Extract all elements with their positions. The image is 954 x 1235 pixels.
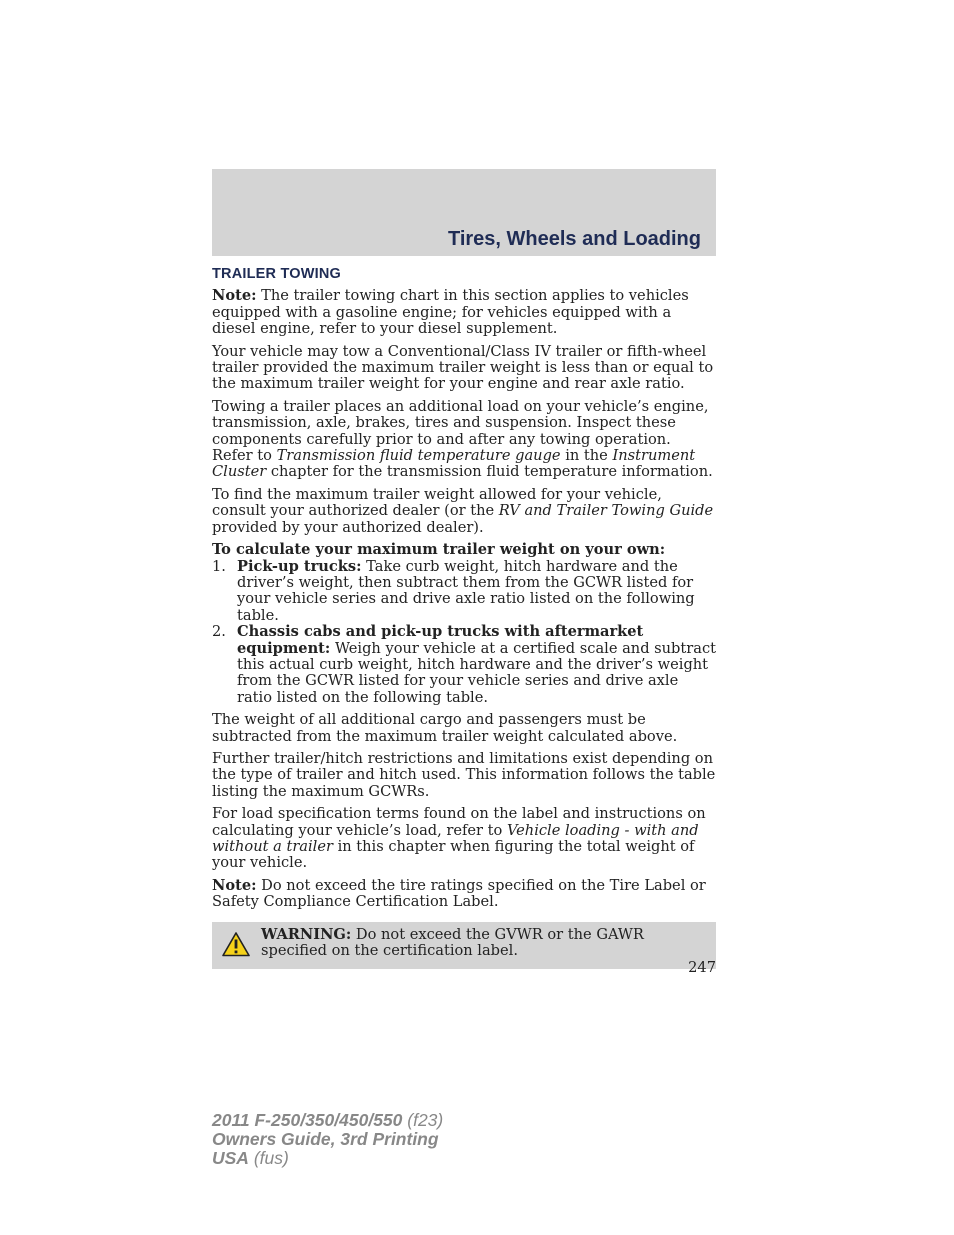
step-label: Pick-up trucks: — [237, 557, 362, 575]
note-paragraph — [212, 288, 716, 337]
paragraph-find-max-weight — [212, 487, 716, 536]
warning-triangle-icon — [222, 931, 250, 957]
note-label: Note: — [212, 287, 257, 305]
chapter-title: Tires, Wheels and Loading — [447, 228, 701, 250]
page-number: 247 — [688, 959, 716, 976]
section-heading: TRAILER TOWING — [212, 266, 341, 282]
step-text: Take curb weight, hitch hardware and the driver’s weight, then subtract them from the GCWR listed for your vehicle series and drive axle ratio listed on the following table. — [237, 557, 695, 624]
footer-market: USA — [212, 1148, 249, 1168]
footer-line-guide — [212, 1130, 443, 1149]
step-number: 2. — [212, 623, 226, 641]
list-item — [212, 624, 716, 706]
reference-transmission-gauge: Transmission fluid temperature gauge — [276, 447, 561, 465]
footer-market-code: (fus) — [248, 1148, 289, 1168]
footer-guide: Owners Guide, 3rd Printing — [212, 1129, 439, 1149]
footer-line-market — [212, 1149, 443, 1168]
text-run: in the — [560, 447, 613, 465]
text-run: To find the maximum trailer weight allowed for your vehicle, consult your authorized dealer (or the — [212, 485, 662, 520]
note-text: The trailer towing chart in this section applies to vehicles equipped with a gasoline engine; for vehicles equipped with a diesel engine, refer to your diesel supplement. — [212, 287, 689, 338]
text-run: provided by your authorized dealer). — [212, 518, 484, 536]
paragraph-restrictions: Further trailer/hitch restrictions and limitations exist depending on the type of trailer and hitch used. This information follows the table listing the maximum GCWRs. — [212, 749, 716, 800]
note-paragraph — [212, 878, 716, 911]
text-run: in this chapter when figuring the total weight of your vehicle. — [212, 838, 695, 872]
text-run: Towing a trailer places an additional load on your vehicle’s engine, transmission, axle, brakes, tires and suspension. Inspect these components carefully prior to and after any towing operation. Refer to — [212, 397, 709, 465]
reference-instrument-cluster: Instrument Cluster — [212, 447, 696, 481]
warning-box — [212, 922, 716, 969]
paragraph-cargo-weight: The weight of all additional cargo and passengers must be subtracted from the maximum trailer weight calculated above. — [212, 711, 678, 745]
calc-steps-list — [212, 559, 716, 707]
paragraph-load-spec — [212, 806, 716, 872]
document-footer — [212, 1111, 443, 1168]
footer-model: 2011 F-250/350/450/550 — [212, 1110, 403, 1130]
reference-vehicle-loading: Vehicle loading - with and without a trailer — [212, 821, 699, 855]
calc-heading — [212, 542, 716, 558]
footer-code: (f23) — [402, 1110, 444, 1130]
warning-text: Do not exceed the GVWR or the GAWR specified on the certification label. — [261, 925, 644, 960]
warning-label: WARNING: — [261, 925, 352, 943]
step-number: 1. — [212, 557, 226, 575]
note-text: Do not exceed the tire ratings specified on the Tire Label or Safety Compliance Certification Label. — [212, 876, 706, 911]
text-run: For load specification terms found on the label and instructions on calculating your vehicle’s load, refer to — [212, 805, 706, 839]
note-label: Note: — [212, 876, 257, 894]
calc-heading-text: To calculate your maximum trailer weight on your own: — [212, 541, 666, 559]
footer-line-model — [212, 1111, 443, 1130]
paragraph-trailer-class: Your vehicle may tow a Conventional/Class IV trailer or fifth-wheel trailer provided the maximum trailer weight is less than or equal to the maximum trailer weight for your engine and rear axle ratio. — [212, 342, 714, 393]
step-label: Chassis cabs and pick-up trucks with aftermarket equipment: — [237, 623, 644, 657]
paragraph-towing-load — [212, 399, 716, 481]
chapter-header-band — [212, 169, 716, 256]
text-run: chapter for the transmission fluid temperature information. — [266, 463, 713, 481]
page-content — [212, 266, 716, 969]
reference-towing-guide: RV and Trailer Towing Guide — [498, 502, 714, 520]
step-text: Weigh your vehicle at a certified scale and subtract this actual curb weight, hitch hardware and the driver’s weight from the GCWR listed for your vehicle series and drive axle ratio listed on the following table. — [237, 639, 716, 706]
list-item — [212, 559, 716, 625]
